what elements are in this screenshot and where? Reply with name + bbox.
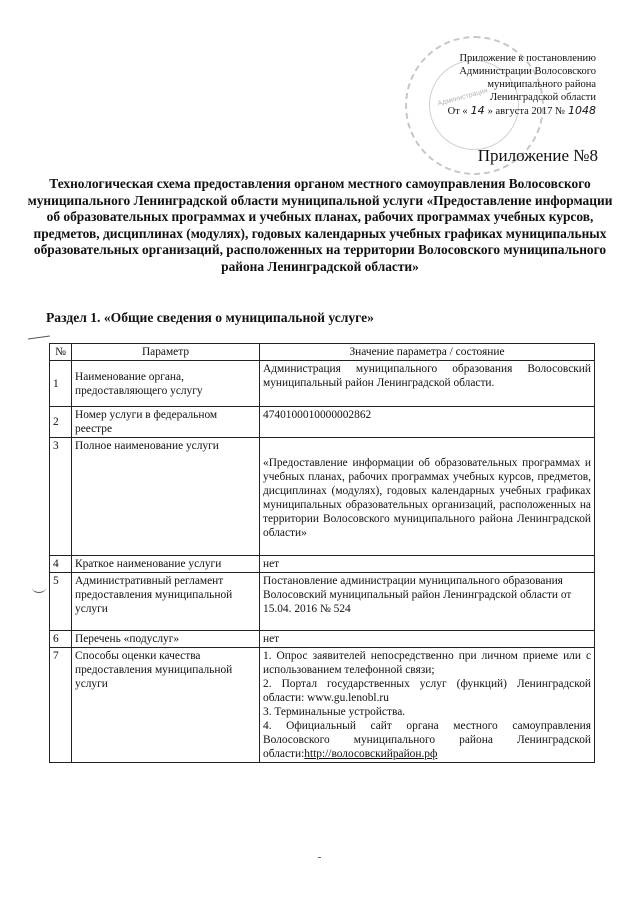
row-value: Администрация муниципального образования Волосовский муниципальный район Ленинградской области.: [260, 361, 595, 407]
table-row: [50, 573, 595, 631]
stamp-text: Администрация: [436, 87, 489, 108]
margin-pen-mark: [32, 582, 46, 593]
row-parameter: Номер услуги в федеральном реестре: [72, 407, 260, 438]
table-row: [50, 407, 595, 438]
official-site-link[interactable]: http://волосовскийрайон.рф: [304, 748, 438, 760]
row-number: 7: [50, 648, 72, 763]
header-line: Приложение к постановлению: [459, 53, 596, 64]
table-row: [50, 631, 595, 648]
margin-pen-mark: [28, 335, 50, 339]
row-value: нет: [260, 631, 595, 648]
row-parameter: Наименование органа, предоставляющего услугу: [72, 361, 260, 407]
table-row: [50, 556, 595, 573]
date-day: 14: [470, 104, 485, 117]
column-header-number: №: [50, 344, 72, 361]
table-header-row: [50, 344, 595, 361]
row-value: нет: [260, 556, 595, 573]
table-row: [50, 438, 595, 556]
row-parameter: Краткое наименование услуги: [72, 556, 260, 573]
row-number: 5: [50, 573, 72, 631]
header-line: муниципального района: [487, 79, 596, 90]
row-parameter: Способы оценки качества предоставления муниципальной услуги: [72, 648, 260, 763]
row-parameter: Перечень «подуслуг»: [72, 631, 260, 648]
quality-method-item: [263, 719, 591, 761]
row-value: 4740100010000002862: [260, 407, 595, 438]
row-number: 1: [50, 361, 72, 407]
table-row: [50, 648, 595, 763]
doc-number: 1048: [568, 104, 596, 117]
column-header-value: Значение параметра / состояние: [260, 344, 595, 361]
row-number: 2: [50, 407, 72, 438]
header-date: [426, 104, 596, 118]
row-number: 4: [50, 556, 72, 573]
date-mid: » августа 2017 №: [487, 106, 565, 117]
header-line: Ленинградской области: [490, 92, 596, 103]
appendix-header: [426, 52, 596, 118]
page-dot: [318, 857, 321, 858]
table-row: [50, 361, 595, 407]
header-line: Администрации Волосовского: [459, 66, 596, 77]
row-number: 6: [50, 631, 72, 648]
date-prefix: От «: [447, 106, 468, 117]
column-header-parameter: Параметр: [72, 344, 260, 361]
row-value: «Предоставление информации об образовательных программах и учебных планах, рабочих программах учебных курсов, предметов, дисциплинах (модулях), годовых календарных учебных графиках муниципальных образовательных организаций, расположенных на территории Волосовского муниципального района Ленинградской области»: [260, 438, 595, 556]
row-number: 3: [50, 438, 72, 556]
document-title: Технологическая схема предоставления органом местного самоуправления Волосовского муниципального Ленинградской области муниципальной услуги «Предоставление информации об образовательных программах и учебных планах, рабочих программах учебных курсов, предметов, дисциплинах (модулях), годовых календарных учебных графиках муниципальных образовательных организаций, расположенных на территории Волосовского муниципального района Ленинградской области»: [27, 176, 613, 274]
parameters-table: [49, 343, 595, 763]
row-value: Постановление администрации муниципального образования Волосовский муниципальный район Ленинградской области от 15.04. 2016 № 524: [260, 573, 595, 631]
appendix-number: Приложение №8: [477, 146, 598, 165]
quality-method-text: 4. Официальный сайт органа местного самоуправления Волосовского муниципального района Ленинградской области:: [263, 720, 591, 760]
row-value-list: [260, 648, 595, 763]
section-title: Раздел 1. «Общие сведения о муниципальной услуге»: [46, 310, 374, 325]
quality-method-item: 3. Терминальные устройства.: [263, 706, 406, 718]
row-parameter: Полное наименование услуги: [72, 438, 260, 556]
quality-method-item: 2. Портал государственных услуг (функций) Ленинградской области: www.gu.lenobl.ru: [263, 678, 591, 704]
row-parameter: Административный регламент предоставления муниципальной услуги: [72, 573, 260, 631]
quality-method-item: 1. Опрос заявителей непосредственно при личном приеме или с использованием телефонной связи;: [263, 650, 591, 676]
